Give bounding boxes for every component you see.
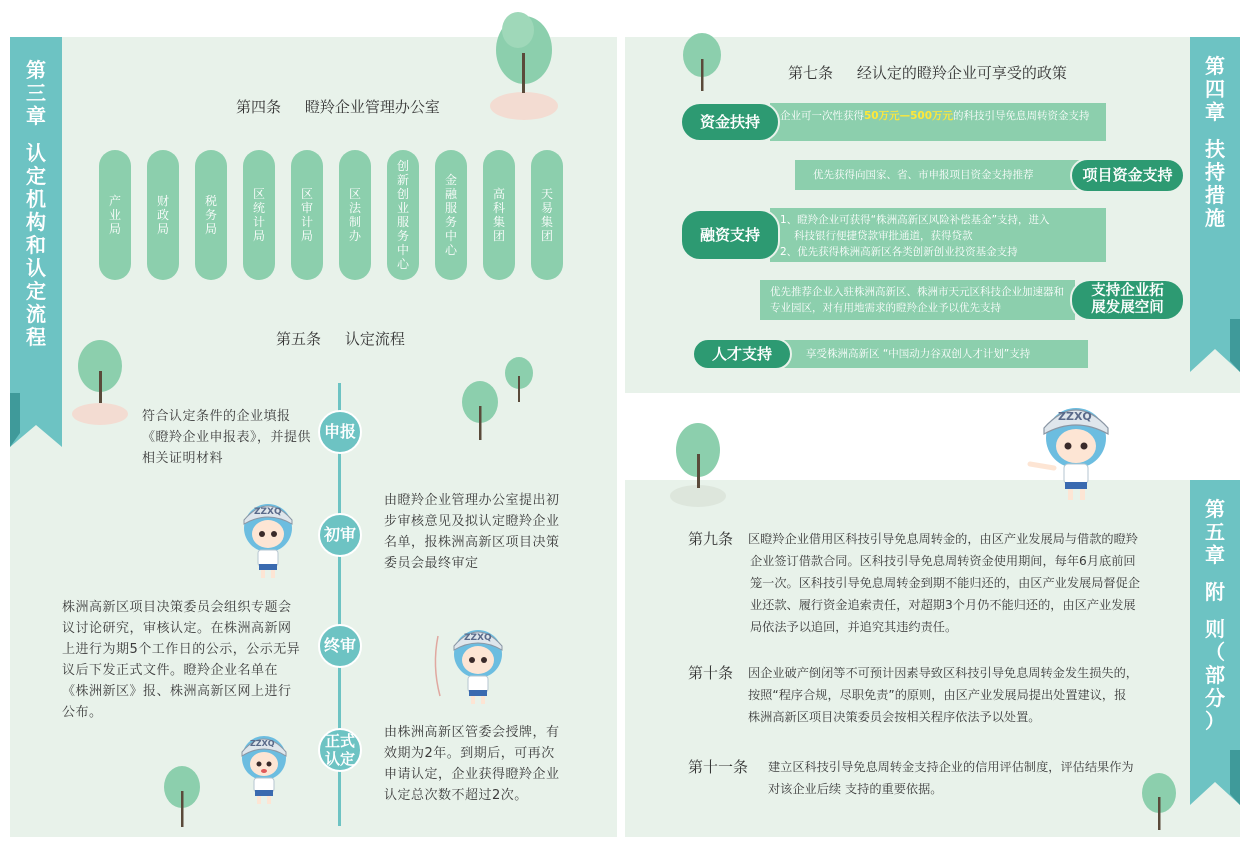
chapter3-title xyxy=(10,59,62,349)
chapter-title-char xyxy=(1190,567,1240,581)
member-pill: 区法制办 xyxy=(339,150,371,280)
chapter-title-char xyxy=(1190,124,1240,138)
step-text-apply: 符合认定条件的企业填报《瞪羚企业申报表》，并提供相关证明材料 xyxy=(142,409,312,466)
chapter-title-char: 附 xyxy=(1205,580,1225,604)
member-pill: 创新创业服务中心 xyxy=(387,150,419,280)
policy-label-funding: 资金扶持 xyxy=(680,102,780,142)
chapter-title-char: 三 xyxy=(26,81,46,105)
policy-label-financing: 融资支持 xyxy=(680,209,780,261)
member-pill: 金融服务中心 xyxy=(435,150,467,280)
step-text-preliminary: 由瞪羚企业管理办公室提出初步审核意见及拟认定瞪羚企业名单，报株洲高新区项目决策委员会最终审定 xyxy=(384,493,560,571)
article10-text: 因企业破产倒闭等不可预计因素导致区科技引导免息周转金发生损失的， 按照“程序合规，尽职免责”的原则，由区产业发展局提出处置建议，报 株洲高新区项目决策委员会按相关程序依法予以处置。 xyxy=(748,666,1138,724)
member-pill: 天易集团 xyxy=(531,150,563,280)
svg-text:ZZXQ: ZZXQ xyxy=(254,507,282,517)
mascot-icon xyxy=(232,726,296,806)
chapter-title-char: 施 xyxy=(1205,206,1225,230)
chapter-title-char: 措 xyxy=(1205,183,1225,207)
chapter5-title xyxy=(1190,498,1240,733)
step-circle-final: 终审 xyxy=(318,624,362,668)
chapter3-ribbon xyxy=(10,37,62,447)
policy-bar-space: 优先推荐企业入驻株洲高新区、株洲市天元区科技企业加速器和专业园区，对有用地需求的瞪羚企业予以优先支持 xyxy=(760,280,1075,320)
tree-icon xyxy=(502,356,536,404)
member-pill: 产业局 xyxy=(99,150,131,280)
article11-label: 第十一条 xyxy=(688,758,749,776)
member-pill: 税务局 xyxy=(195,150,227,280)
chapter-title-char: 流 xyxy=(26,302,46,326)
tree-icon xyxy=(1138,772,1180,832)
chapter-title-char: 第 xyxy=(1205,54,1225,78)
step-circle-apply: 申报 xyxy=(318,410,362,454)
chapter-title-char: 第 xyxy=(26,58,46,82)
chapter4-title xyxy=(1190,55,1240,230)
policy-label-talent: 人才支持 xyxy=(692,338,792,370)
step-text-formal: 由株洲高新区管委会授牌，有效期为2年。到期后，可再次申请认定，企业获得瞪羚企业认定总次数不超过2次。 xyxy=(384,725,560,803)
chapter-title-char: 四 xyxy=(1205,77,1225,101)
article9-label: 第九条 xyxy=(688,530,734,548)
chapter-title-char: 构 xyxy=(26,210,46,234)
chapter-title-char: 章 xyxy=(1205,100,1225,124)
policy-bar-talent: 享受株洲高新区 “中国动力谷双创人才计划”支持 xyxy=(780,340,1088,368)
chapter-title-char: 第 xyxy=(1205,497,1225,521)
chapter-title-char: 章 xyxy=(26,104,46,128)
svg-text:ZZXQ: ZZXQ xyxy=(250,739,275,748)
step-circle-preliminary: 初审 xyxy=(318,513,362,557)
policy-bar-project: 优先获得向国家、省、市申报项目资金支持推荐 xyxy=(795,160,1085,190)
chapter-title-char: 则 xyxy=(1205,617,1225,641)
chapter-title-char: 定 xyxy=(26,164,46,188)
member-pill: 区统计局 xyxy=(243,150,275,280)
tree-icon xyxy=(160,765,204,829)
policy-label-project: 项目资金支持 xyxy=(1070,158,1185,193)
chapter-title-char: 和 xyxy=(26,233,46,257)
article7-heading: 第七条 经认定的瞪羚企业可享受的政策 xyxy=(788,64,1067,82)
policy-bar-financing: 1、瞪羚企业可获得“株洲高新区风险补偿基金”支持，进入 科技银行便捷贷款审批通道，获得贷款 2、优先获得株洲高新区各类创新创业投资基金支持 xyxy=(770,208,1106,262)
chapter-title-char: 认 xyxy=(26,141,46,165)
chapter5-ribbon xyxy=(1190,480,1240,805)
chapter-title-char xyxy=(1190,604,1240,618)
chapter-title-char: 五 xyxy=(1205,520,1225,544)
article4-heading: 第四条 瞪羚企业管理办公室 xyxy=(236,98,440,116)
tree-icon xyxy=(488,8,560,120)
chapter-title-char: 持 xyxy=(1205,160,1225,184)
article11-text: 建立区科技引导免息周转金支持企业的信用评估制度，评估结果作为 对该企业后续 支持的重要依据。 xyxy=(768,760,1134,796)
chapter-title-char: ） xyxy=(1205,709,1225,733)
mascot-icon xyxy=(430,616,510,708)
chapter4-ribbon xyxy=(1190,37,1240,372)
chapter-title-char: 扶 xyxy=(1205,137,1225,161)
member-pill: 财政局 xyxy=(147,150,179,280)
mascot-icon xyxy=(234,490,304,580)
chapter-title-char: 程 xyxy=(26,325,46,349)
policy-bar-funding: 企业可一次性获得50万元—500万元的科技引导免息周转资金支持 xyxy=(770,103,1106,141)
tree-icon xyxy=(668,420,728,508)
svg-text:ZZXQ: ZZXQ xyxy=(464,633,492,643)
article5-heading: 第五条 认定流程 xyxy=(276,330,405,348)
policy-label-space: 支持企业拓 展发展空间 xyxy=(1070,279,1185,321)
chapter-title-char: （ xyxy=(1205,640,1225,664)
svg-text:ZZXQ: ZZXQ xyxy=(1058,410,1092,423)
chapter-title-char xyxy=(10,128,62,142)
tree-icon xyxy=(678,33,726,93)
mascot-icon xyxy=(1024,392,1120,504)
article10-label: 第十条 xyxy=(688,664,734,682)
member-pill: 高科集团 xyxy=(483,150,515,280)
chapter-title-char: 认 xyxy=(26,256,46,280)
chapter-title-char: 机 xyxy=(26,187,46,211)
tree-icon xyxy=(70,336,130,426)
tree-icon xyxy=(458,380,502,442)
article9-text: 区瞪羚企业借用区科技引导免息周转金的，由区产业发展局与借款的瞪羚 企业签订借款合同。区科技引导免息周转资金使用期间，每年6月底前回 笼一次。区科技引导免息周转金到期不能归还的，由区产业发展局督促企 业还款、履行资金追索责任，对超期3个月仍不能归还的，由区产业发展 局依法予以追回，并追究其违约责任。 xyxy=(748,532,1140,634)
step-text-final: 株洲高新区项目决策委员会组织专题会议讨论研究，审核认定。在株洲高新网上进行为期5个工作日的公示，公示无异议后下发正式文件。瞪羚企业名单在《株洲新区》报、株洲高新区网上进行公布。 xyxy=(62,600,301,720)
step-circle-formal: 正式 认定 xyxy=(318,728,362,772)
member-pill: 区审计局 xyxy=(291,150,323,280)
chapter-title-char: 部 xyxy=(1205,663,1225,687)
chapter-title-char: 章 xyxy=(1205,543,1225,567)
chapter-title-char: 分 xyxy=(1205,686,1225,710)
chapter-title-char: 定 xyxy=(26,279,46,303)
